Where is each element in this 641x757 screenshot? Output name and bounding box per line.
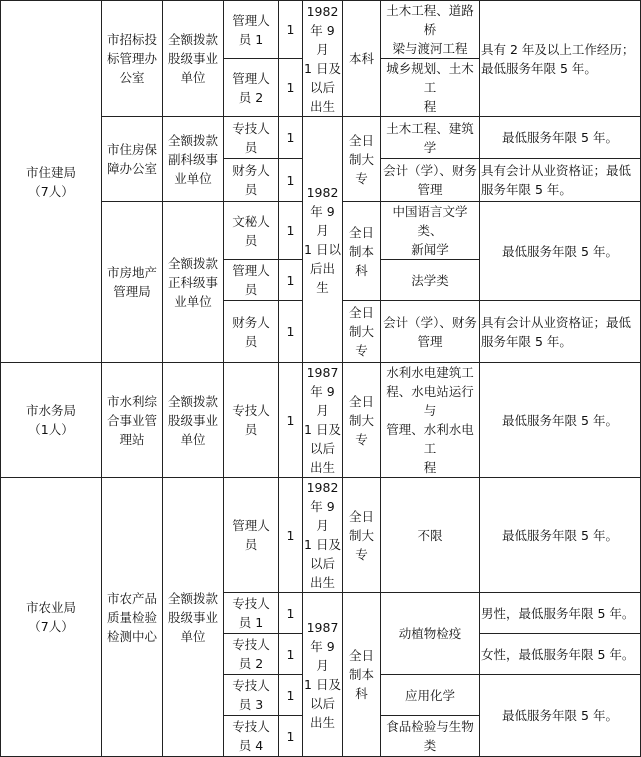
- position-cell: 财务人 员: [224, 301, 279, 363]
- education-cell: 全日 制大 专: [343, 478, 381, 593]
- count-cell: 1: [279, 301, 303, 363]
- position-cell: 管理人 员: [224, 478, 279, 593]
- position-cell: 专技人 员: [224, 117, 279, 159]
- major-cell: 动植物检疫: [381, 593, 480, 675]
- unit-cell: 市招标投 标管理办 公室: [102, 1, 163, 117]
- major-cell: 土木工程、建筑学: [381, 117, 480, 159]
- count-cell: 1: [279, 117, 303, 159]
- other-cell: 具有 2 年及以上工作经历； 最低服务年限 5 年。: [480, 1, 641, 117]
- nature-cell: 全额拨款 股级事业 单位: [163, 1, 224, 117]
- major-cell: 食品检验与生物 类: [381, 716, 480, 757]
- major-cell: 应用化学: [381, 675, 480, 716]
- nature-cell: 全额拨款 副科级事 业单位: [163, 117, 224, 202]
- other-cell: 女性，最低服务年限 5 年。: [480, 634, 641, 675]
- age-cell: 1987 年 9 月 1 日及 以后 出生: [303, 593, 343, 757]
- major-cell: 会计（学）、财务 管理: [381, 159, 480, 202]
- other-cell: 男性，最低服务年限 5 年。: [480, 593, 641, 634]
- education-cell: 全日 制本 科: [343, 593, 381, 757]
- unit-cell: 市房地产 管理局: [102, 202, 163, 363]
- count-cell: 1: [279, 716, 303, 757]
- position-cell: 管理人 员: [224, 260, 279, 301]
- count-cell: 1: [279, 675, 303, 716]
- position-cell: 专技人 员 2: [224, 634, 279, 675]
- count-cell: 1: [279, 1, 303, 59]
- other-cell: 最低服务年限 5 年。: [480, 363, 641, 478]
- position-cell: 管理人 员 2: [224, 59, 279, 117]
- major-cell: 中国语言文学类、 新闻学: [381, 202, 480, 260]
- nature-cell: 全额拨款 正科级事 业单位: [163, 202, 224, 363]
- unit-cell: 市住房保 障办公室: [102, 117, 163, 202]
- position-cell: 专技人 员: [224, 363, 279, 478]
- major-cell: 会计（学）、财务 管理: [381, 301, 480, 363]
- count-cell: 1: [279, 478, 303, 593]
- education-cell: 本科: [343, 1, 381, 117]
- other-cell: 具有会计从业资格证；最低 服务年限 5 年。: [480, 301, 641, 363]
- count-cell: 1: [279, 593, 303, 634]
- count-cell: 1: [279, 260, 303, 301]
- position-cell: 文秘人 员: [224, 202, 279, 260]
- dept-cell: 市农业局 （7人）: [1, 478, 102, 757]
- nature-cell: 全额拨款 股级事业 单位: [163, 363, 224, 478]
- nature-cell: 全额拨款 股级事业 单位: [163, 478, 224, 757]
- count-cell: 1: [279, 159, 303, 202]
- education-cell: 全日 制大 专: [343, 301, 381, 363]
- other-cell: 具有会计从业资格证；最低 服务年限 5 年。: [480, 159, 641, 202]
- count-cell: 1: [279, 202, 303, 260]
- other-cell: 最低服务年限 5 年。: [480, 675, 641, 757]
- education-cell: 全日 制大 专: [343, 117, 381, 202]
- position-cell: 管理人 员 1: [224, 1, 279, 59]
- other-cell: 最低服务年限 5 年。: [480, 202, 641, 301]
- major-cell: 水利水电建筑工 程、水电站运行与 管理、水利水电工 程: [381, 363, 480, 478]
- other-cell: 最低服务年限 5 年。: [480, 117, 641, 159]
- major-cell: 法学类: [381, 260, 480, 301]
- unit-cell: 市水利综 合事业管 理站: [102, 363, 163, 478]
- major-cell: 城乡规划、土木工 程: [381, 59, 480, 117]
- education-cell: 全日 制本 科: [343, 202, 381, 301]
- dept-cell: 市水务局 （1人）: [1, 363, 102, 478]
- count-cell: 1: [279, 634, 303, 675]
- dept-cell: 市住建局 （7人）: [1, 1, 102, 363]
- age-cell: 1982 年 9 月 1 日以 后出 生: [303, 117, 343, 363]
- education-cell: 全日 制大 专: [343, 363, 381, 478]
- count-cell: 1: [279, 363, 303, 478]
- age-cell: 1982 年 9 月 1 日及 以后 出生: [303, 1, 343, 117]
- age-cell: 1982 年 9 月 1 日及 以后 出生: [303, 478, 343, 593]
- major-cell: 不限: [381, 478, 480, 593]
- position-cell: 专技人 员 1: [224, 593, 279, 634]
- position-cell: 专技人 员 4: [224, 716, 279, 757]
- count-cell: 1: [279, 59, 303, 117]
- position-cell: 专技人 员 3: [224, 675, 279, 716]
- position-cell: 财务人 员: [224, 159, 279, 202]
- age-cell: 1987 年 9 月 1 日及 以后 出生: [303, 363, 343, 478]
- major-cell: 土木工程、道路桥 梁与渡河工程: [381, 1, 480, 59]
- other-cell: 最低服务年限 5 年。: [480, 478, 641, 593]
- unit-cell: 市农产品 质量检验 检测中心: [102, 478, 163, 757]
